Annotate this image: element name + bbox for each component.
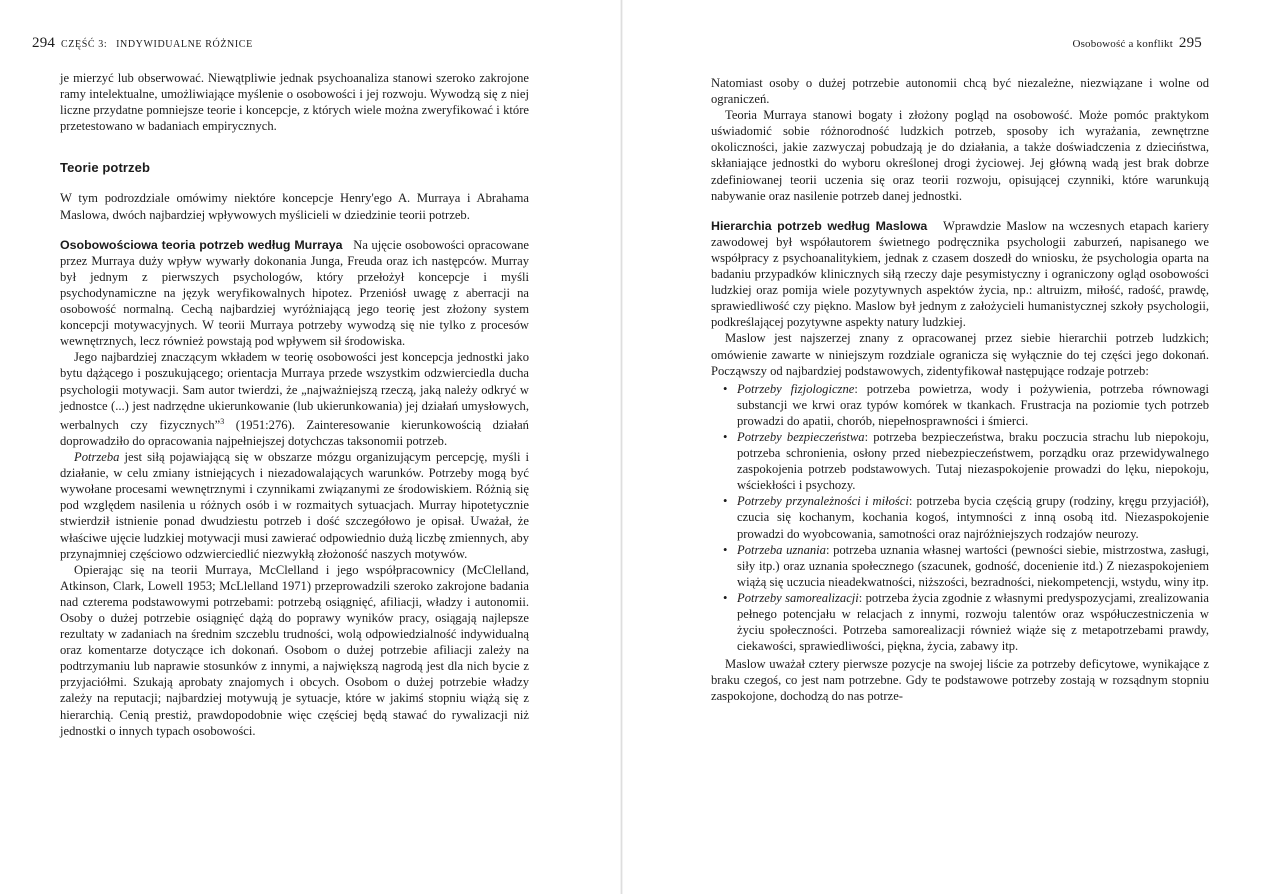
footnote-marker: 3	[220, 416, 225, 426]
list-item: • Potrzeba uznania: potrzeba uznania własnej wartości (pewności siebie, mistrzostwa, zasługi, siły itp.) oraz uznania społecznego (szacunek, godność, docenienie itd.) Z niezaspokojeniem wiążą się uczucia nieadekwatności, niższości, bezradności, niekompetencji, wstydu, winy itp.	[723, 542, 1209, 589]
bullet-icon: •	[723, 542, 728, 557]
section-intro-paragraph: W tym podrozdziale omówimy niektóre koncepcje Henry'ego A. Murraya i Abrahama Maslowa, dwóch najbardziej wpływowych myślicieli w dziedzinie teorii potrzeb.	[60, 191, 529, 222]
left-running-header	[32, 35, 253, 52]
intro-paragraph: je mierzyć lub obserwować. Niewątpliwie jednak psychoanaliza stanowi szeroko zakrojone ramy intelektualne, umożliwiające myślenie o osobowości i jej rozwoju. Wywodzą się z niej liczne przydatne pomniejsze teorie i koncepcje, z których wiele można zweryfikować i które przetestowano w badaniach empirycznych.	[60, 71, 529, 134]
list-item: • Potrzeby samorealizacji: potrzeba życia zgodnie z własnymi predyspozycjami, zrealizowania pełnego potencjału w relacjach z innymi, rozwoju talentów oraz współuczestniczenia w życiu społeczności. Potrzeba samorealizacji również wiąże się z metapotrzebami prawdy, ciekawości, sprawiedliwości, piękna, życia, zabawy itp.	[723, 590, 1210, 654]
list-item: • Potrzeby przynależności i miłości: potrzeba bycia częścią grupy (rodziny, kręgu przyjaciół), czucia się kochanym, kochania kogoś, intymności z inną osobą itd. Niezaspokojenie prowadzi do wyobcowania, samotności oraz najróżniejszych rodzajów neurozy.	[723, 494, 1209, 541]
autonomy-paragraph: Natomiast osoby o dużej potrzebie autonomii chcą być niezależne, niezwiązane i wolne od ograniczeń.	[711, 76, 1209, 107]
maslow-run-in-heading: Hierarchia potrzeb według Maslowa	[711, 218, 928, 233]
deficit-needs-paragraph: Maslow uważał cztery pierwsze pozycje na swojej liście za potrzeby deficytowe, wynikające z braku czegoś, co jest nam potrzebne. Gdy te podstawowe potrzeby zostają w rozsądnym stopniu zaspokojone, dochodzą do nas potrze-	[711, 657, 1209, 704]
bullet-icon: •	[723, 590, 728, 605]
part-label: CZĘŚĆ 3:	[61, 39, 108, 50]
needs-list	[711, 381, 1209, 655]
murray-paragraph-4: Opierając się na teorii Murraya, McClelland i jego współpracownicy (McClelland, Atkinson, Clark, Lowell 1953; McLlelland 1971) przeprowadzili szeroko zakrojone badania nad czterema podstawowymi potrzebami: potrzebą osiągnięć, afiliacji, władzy i autonomii. Osoby o dużej potrzebie osiągnięć dążą do poprawy wyników pracy, osiągają najlepsze rezultaty w zadaniach na średnim szczeblu trudności, wolą odpowiedzialność indywidualną oraz komentarze dotyczące ich dokonań. Osobom o dużej potrzebie afiliacji zależy na podtrzymaniu lub naprawie stosunków z innymi, a największą nagrodą jest dla nich bycie z przyjaciółmi. Szukają aprobaty znajomych i obcych. Osobom o dużej potrzebie władzy zależy na reputacji; najbardziej motywują je sytuacje, które w jakimś stopniu wiążą się z hierarchią. Cenią prestiż, prawdopodobnie więc częściej będą stawać do rywalizacji niż jednostki o innych typach osobowości.	[60, 562, 529, 738]
left-page-number: 294	[32, 35, 56, 51]
list-item: • Potrzeby fizjologiczne: potrzeba powietrza, wody i pożywienia, potrzeba równowagi substancji we krwi oraz typów komórek w tkankach. Frustracja na poziomie tych potrzeb prowadzi do apatii, chorób, niepełnosprawności i śmierci.	[723, 381, 1209, 428]
right-running-header	[1072, 35, 1202, 52]
right-page-number: 295	[1178, 35, 1202, 51]
chapter-title: INDYWIDUALNE RÓŻNICE	[116, 39, 253, 50]
potrzeba-term: Potrzeba	[74, 450, 120, 465]
bullet-icon: •	[723, 429, 728, 444]
right-body-text	[711, 75, 1209, 705]
bullet-icon: •	[723, 494, 728, 509]
murray-paragraph-2: Jego najbardziej znaczącym wkładem w teorię osobowości jest koncepcja jednostki jako bytu dążącego i poszukującego; orientacja Murraya przede wszystkim odzwierciedla ducha psychologii motywacji. Sam autor twierdzi, że „najważniejszą rzeczą, jaką należy odkryć w jednostce (...) jest nadrzędne ukierunkowanie (lub ukierunkowania) jej działań umysłowych, werbalnych czy fizycznych”$^3$ (1951:276). Zainteresowanie kierunkowością działań doprowadziło do opracowania najpełniejszej dotychczas taksonomii potrzeb.	[60, 350, 529, 448]
murray-run-in-heading: Osobowościowa teoria potrzeb według Murraya	[60, 237, 343, 252]
right-page	[631, 0, 1262, 894]
murray-paragraph-1: Osobowościowa teoria potrzeb według Murraya Na ujęcie osobowości opracowane przez Murraya duży wpływ wywarły dokonania Junga, Freuda oraz ich następców. Murray był jednym z pierwszych psychologów, który przełożył koncepcje i myśli psychodynamiczne na język weryfikowalnych hipotez. Przeniósł uwagę z aberracji na osobowość normalną. Cechą najbardziej wyróżniającą jego teorię jest złożony system koncepcji motywacyjnych. W teorii Murraya potrzeby wywodzą się nie tylko z procesów wewnętrznych, lecz również powstają pod wpływem sił środowiska.	[60, 237, 529, 349]
running-title: Osobowość a konflikt	[1072, 38, 1173, 50]
section-heading: Teorie potrzeb	[60, 160, 151, 176]
left-body-text	[60, 70, 529, 739]
book-gutter	[620, 0, 623, 894]
maslow-paragraph-1: Hierarchia potrzeb według Maslowa Wprawdzie Maslow na wczesnych etapach kariery zawodowej był współautorem świetnego podręcznika psychologii zaburzeń, napisanego we współpracy z psychoanalitykiem, jednak z czasem doszedł do wniosku, że psychologia oparta na badaniu przypadków klinicznych siłą rzeczy daje pesymistyczny i ograniczony ogląd osobowości ludzkiej oraz pomija wiele pozytywnych aspektów życia, np.: altruizm, miłość, radość, prawdę, sprawiedliwość czy piękno. Maslow był jednym z założycieli humanistycznej szkoły psychologii, podkreślającej pozytywne aspekty natury ludzkiej.	[711, 218, 1209, 330]
murray-evaluation-paragraph: Teoria Murraya stanowi bogaty i złożony pogląd na osobowość. Może pomóc praktykom uświadomić sobie różnorodność ludzkich potrzeb, sposoby ich wyrażania, zewnętrzne okoliczności, jakie zazwyczaj pobudzają je do działania, a także doświadczenia z dzieciństwa, skłaniające jednostki do wyboru określonej drogi życiowej. Jej główną wadą jest brak dobrze zdefiniowanej teorii uczenia się oraz teorii rozwoju, opisującej czynniki, które warunkują nabywanie oraz nasilenie potrzeb danej jednostki.	[711, 108, 1209, 203]
maslow-paragraph-2: Maslow jest najszerzej znany z opracowanej przez siebie hierarchii potrzeb ludzkich; omówienie zawarte w niniejszym rozdziale ogranicza się wyłącznie do tej części jego dokonań. Począwszy od najbardziej podstawowych, zidentyfikował następujące rodzaje potrzeb:	[711, 331, 1209, 378]
list-item: • Potrzeby bezpieczeństwa: potrzeba bezpieczeństwa, braku poczucia strachu lub niepokoju, potrzeba schronienia, osłony przed niebezpieczeństwem, porządku oraz przewidywalnego zaspokojenia potrzeb podstawowych. Tutaj niezaspokojenie prowadzi do lęku, niepokoju, wściekłości i psychozy.	[723, 429, 1209, 493]
bullet-icon: •	[723, 381, 728, 396]
murray-paragraph-3: Potrzeba jest siłą pojawiającą się w obszarze mózgu organizującym percepcję, myśli i działanie, w celu zmiany istniejących i niezadowalających warunków. Potrzeby mogą być wywołane procesami wewnętrznymi i czynnikami związanymi ze środowiskiem. Różnią się pod względem nasilenia u różnych osób i w rozmaitych sytuacjach. Murray hipotetycznie stwierdził istnienie ponad dwudziestu potrzeb i dość szczegółowo je opisał. Uważał, że właściwe ujęcie ludzkiej motywacji musi zawierać odpowiednio dużą liczbę zmiennych, aby przynajmniej częściowo odzwierciedlić niezwykłą złożoność naszych motywów.	[60, 450, 529, 561]
